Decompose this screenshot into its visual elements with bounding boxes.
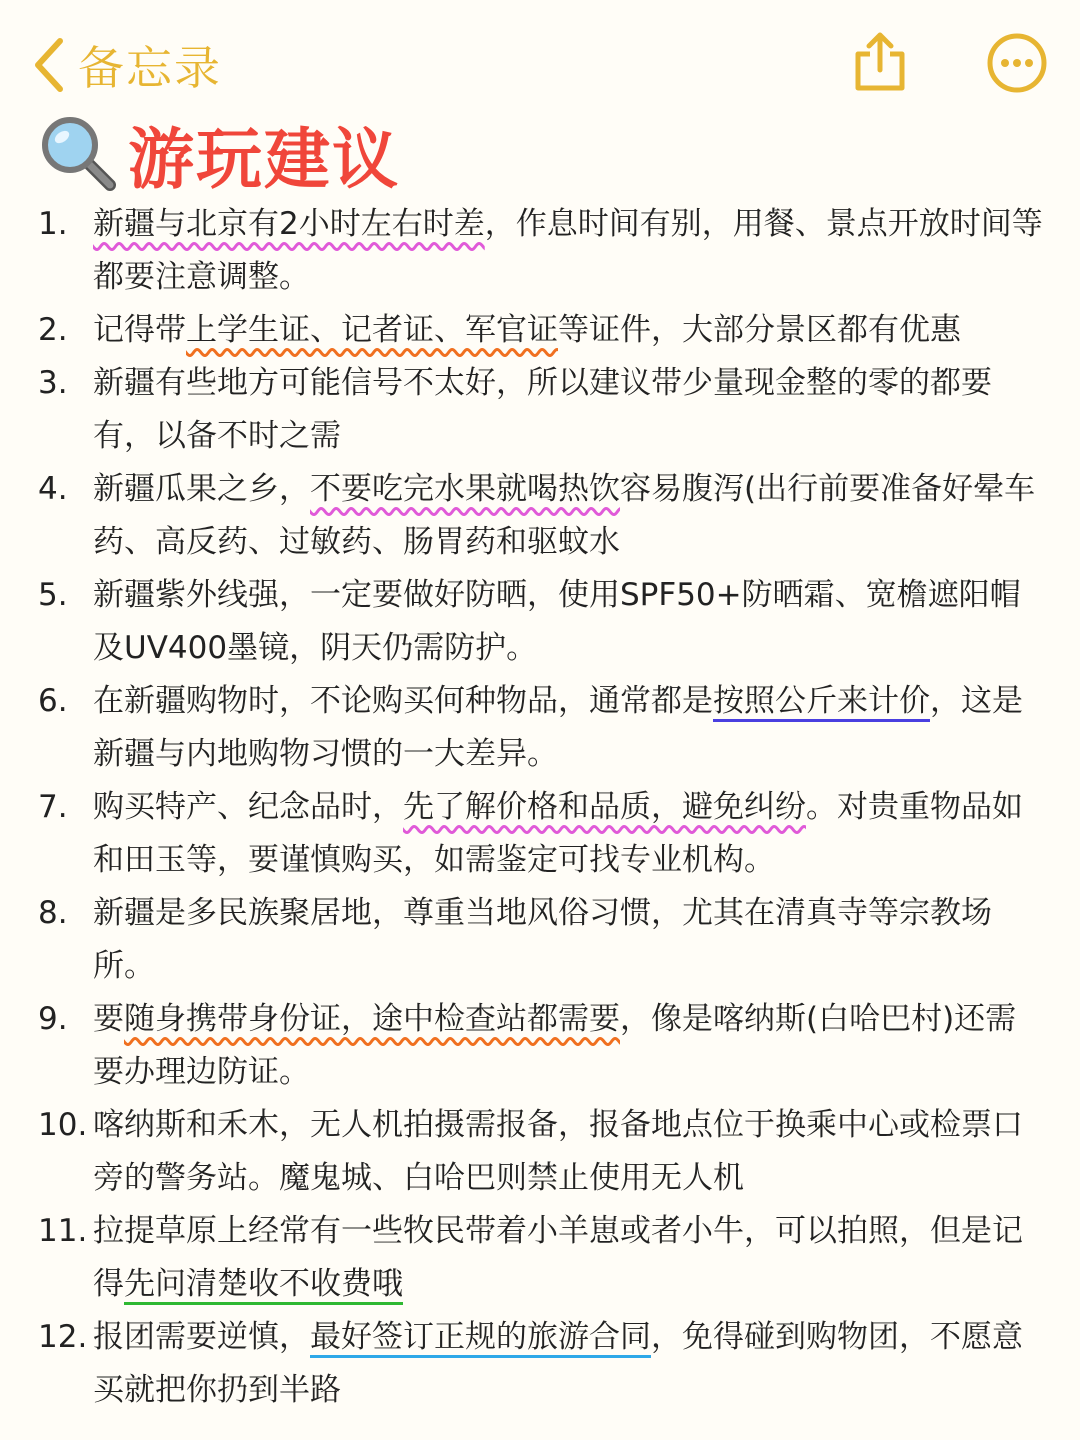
- share-button[interactable]: [852, 30, 908, 94]
- list-item: [0, 463, 1080, 569]
- text-segment: 等证件，大部分景区都有优惠: [558, 312, 961, 348]
- highlighted-text: 上学生证、记者证、军官证: [186, 312, 558, 348]
- item-number: 4.: [38, 471, 68, 507]
- list-item: [0, 993, 1080, 1099]
- list-item: [0, 569, 1080, 675]
- highlighted-text: 随身携带身份证，途中检查站都需要: [124, 1001, 620, 1037]
- list-item: [0, 675, 1080, 781]
- list-item: [0, 1099, 1080, 1205]
- text-segment: ，免得碰到购物团，不愿意买就把你扔到半路: [93, 1319, 1023, 1408]
- item-number: 10.: [38, 1107, 88, 1143]
- chevron-left-icon: [28, 33, 72, 97]
- item-text: [93, 1311, 1043, 1417]
- text-segment: 报团需要逆慎，: [93, 1319, 310, 1355]
- item-text: [93, 675, 1043, 781]
- item-text: [93, 993, 1043, 1099]
- item-text: [93, 1205, 1043, 1311]
- text-segment: 。对贵重物品如和田玉等，要谨慎购买，如需鉴定可找专业机构。: [93, 789, 1023, 878]
- text-segment: 在新疆购物时，不论购买何种物品，通常都是: [93, 683, 713, 719]
- item-number: 5.: [38, 577, 68, 613]
- text-segment: 记得带: [93, 312, 186, 348]
- item-text: [93, 887, 1043, 993]
- item-number: 8.: [38, 895, 68, 931]
- text-segment: 新疆有些地方可能信号不太好，所以建议带少量现金整的零的都要有，以备不时之需: [93, 365, 992, 454]
- more-button[interactable]: [986, 32, 1048, 94]
- highlighted-text: 先问清楚收不收费哦: [124, 1266, 403, 1302]
- nav-bar: [0, 0, 1080, 120]
- text-segment: ，这是新疆与内地购物习惯的一大差异。: [93, 683, 1023, 772]
- text-segment: 喀纳斯和禾木，无人机拍摄需报备，报备地点位于换乘中心或检票口旁的警务站。魔鬼城、白哈巴则禁止使用无人机: [93, 1107, 1023, 1196]
- highlighted-text: 最好签订正规的旅游合同: [310, 1319, 651, 1355]
- magnifier-icon: [38, 113, 118, 193]
- item-number: 7.: [38, 789, 68, 825]
- list-item: [0, 781, 1080, 887]
- item-text: [93, 304, 1043, 357]
- text-segment: ，像是喀纳斯(白哈巴村)还需要办理边防证。: [93, 1001, 1017, 1090]
- highlighted-text: 新疆与北京有2小时左右时差: [93, 206, 485, 242]
- text-segment: 新疆瓜果之乡，: [93, 471, 310, 507]
- item-text: [93, 781, 1043, 887]
- item-text: [93, 357, 1043, 463]
- item-number: 2.: [38, 312, 68, 348]
- text-segment: 要: [93, 1001, 124, 1037]
- text-segment: 容易腹泻(出行前要准备好晕车药、高反药、过敏药、肠胃药和驱蚊水: [93, 471, 1036, 560]
- item-text: [93, 463, 1043, 569]
- item-number: 6.: [38, 683, 68, 719]
- highlighted-text: 按照公斤来计价: [713, 683, 930, 719]
- text-segment: 拉提草原上经常有一些牧民带着小羊崽或者小牛，可以拍照，但是记得: [93, 1213, 1023, 1302]
- text-segment: 新疆紫外线强，一定要做好防晒，使用SPF50+防晒霜、宽檐遮阳帽及UV400墨镜，阴天仍需防护。: [93, 577, 1021, 666]
- highlighted-text: 不要吃完水果就喝热饮: [310, 471, 620, 507]
- list-item: [0, 1205, 1080, 1311]
- text-segment: ，作息时间有别，用餐、景点开放时间等都要注意调整。: [93, 206, 1043, 295]
- tips-list: [0, 198, 1080, 1417]
- list-item: [0, 304, 1080, 357]
- item-text: [93, 1099, 1043, 1205]
- item-number: 12.: [38, 1319, 88, 1355]
- item-text: [93, 198, 1043, 304]
- note-title-row: [38, 108, 400, 198]
- list-item: [0, 1311, 1080, 1417]
- item-number: 9.: [38, 1001, 68, 1037]
- item-text: [93, 569, 1043, 675]
- list-item: [0, 357, 1080, 463]
- item-number: 3.: [38, 365, 68, 401]
- list-item: [0, 887, 1080, 993]
- back-label: 备忘录: [78, 41, 222, 95]
- more-icon: [986, 32, 1048, 94]
- share-icon: [852, 30, 908, 94]
- item-number: 11.: [38, 1213, 88, 1249]
- back-button[interactable]: [28, 30, 222, 100]
- text-segment: 新疆是多民族聚居地，尊重当地风俗习惯，尤其在清真寺等宗教场所。: [93, 895, 992, 984]
- text-segment: 购买特产、纪念品时，: [93, 789, 403, 825]
- item-number: 1.: [38, 206, 68, 242]
- note-title: 游玩建议: [128, 120, 400, 198]
- highlighted-text: 先了解价格和品质，避免纠纷: [403, 789, 806, 825]
- list-item: [0, 198, 1080, 304]
